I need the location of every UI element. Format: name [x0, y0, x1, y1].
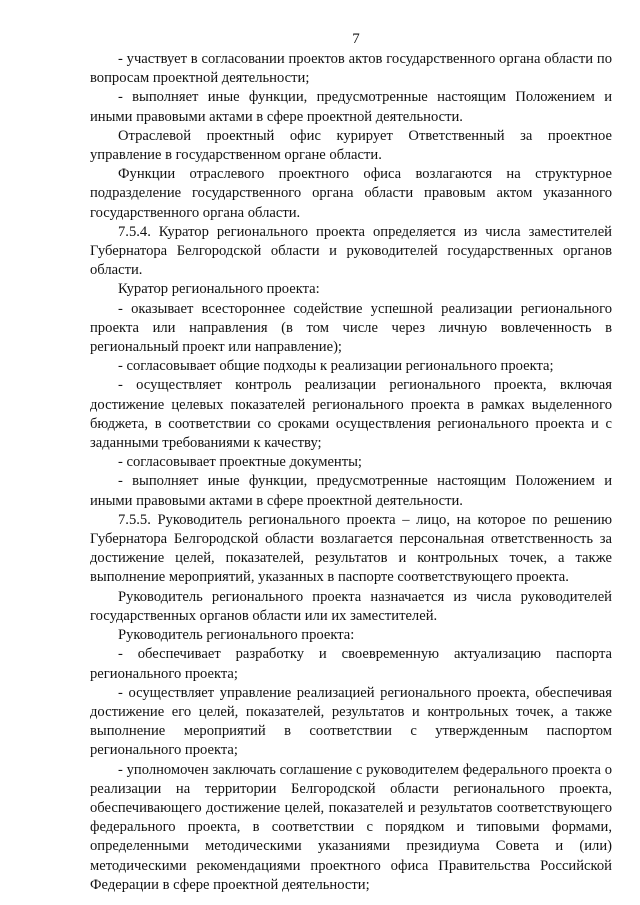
paragraph-participates-approval: - участвует в согласовании проектов актов государственного органа области по вопросам проектной деятельности; — [90, 51, 612, 87]
paragraph-other-functions-office: - выполняет иные функции, предусмотренные настоящим Положением и иными правовыми актами в сфере проектной деятельности. — [90, 89, 612, 125]
paragraph-curator-other-functions: - выполняет иные функции, предусмотренные настоящим Положением и иными правовыми актами в сфере проектной деятельности. — [90, 473, 612, 509]
paragraph-office-supervision: Отраслевой проектный офис курирует Ответственный за проектное управление в государственном органе области. — [90, 127, 612, 164]
paragraph-head-agreement: - уполномочен заключать соглашение с руководителем федерального проекта о реализации на территории Белгородской области регионального проекта, обеспечивающего достижение целей, показателей и результатов соответствующего федерального проекта, в соответствии с порядком и типовыми формами, определенными методическими указаниями президиума Совета и (или) методическими рекомендациями проектного офиса Правительства Российской Федерации в сфере проектной деятельности; — [90, 761, 612, 893]
paragraph-curator-control: - осуществляет контроль реализации регионального проекта, включая достижение целевых показателей регионального проекта в рамках выделенного бюджета, в соответствии со сроками осуществления регионального проекта и с заданными требованиями к качеству; — [90, 377, 612, 452]
paragraph-curator-heading: Куратор регионального проекта: — [118, 281, 320, 298]
paragraph-office-functions-assigned: Функции отраслевого проектного офиса возлагаются на структурное подразделение государственного органа области правовым актом указанного государственного органа области. — [90, 166, 612, 221]
paragraph-head-passport: - обеспечивает разработку и своевременную актуализацию паспорта регионального проекта; — [90, 646, 612, 682]
paragraph-head-appointment: Руководитель регионального проекта назначается из числа руководителей государственных органов области или их заместителей. — [90, 588, 612, 624]
paragraph-head-definition: 7.5.5. Руководитель регионального проекта – лицо, на которое по решению Губернатора Белгородской области возлагается персональная ответственность за достижение целей, показателей, результатов и контрольных точек, а также выполнение мероприятий, указанных в паспорте соответствующего проекта. — [90, 511, 612, 586]
paragraph-curator-approaches: - согласовывает общие подходы к реализации регионального проекта; — [118, 358, 554, 375]
paragraph-head-heading: Руководитель регионального проекта: — [118, 627, 355, 644]
page-number: 7 — [352, 31, 360, 47]
paragraph-curator-definition: 7.5.4. Куратор регионального проекта определяется из числа заместителей Губернатора Белгородской области и руководителей государственных органов области. — [90, 223, 612, 279]
paragraph-curator-assistance: - оказывает всестороннее содействие успешной реализации регионального проекта или направления (в том числе через личную вовлеченность в региональный проект или направление); — [90, 300, 612, 356]
paragraph-curator-documents: - согласовывает проектные документы; — [118, 454, 362, 471]
paragraph-head-management: - осуществляет управление реализацией регионального проекта, обеспечивая достижение его целей, показателей, результатов и контрольных точек, а также выполнение мероприятий в соответствии с утвержденным паспортом регионального проекта; — [90, 684, 612, 759]
